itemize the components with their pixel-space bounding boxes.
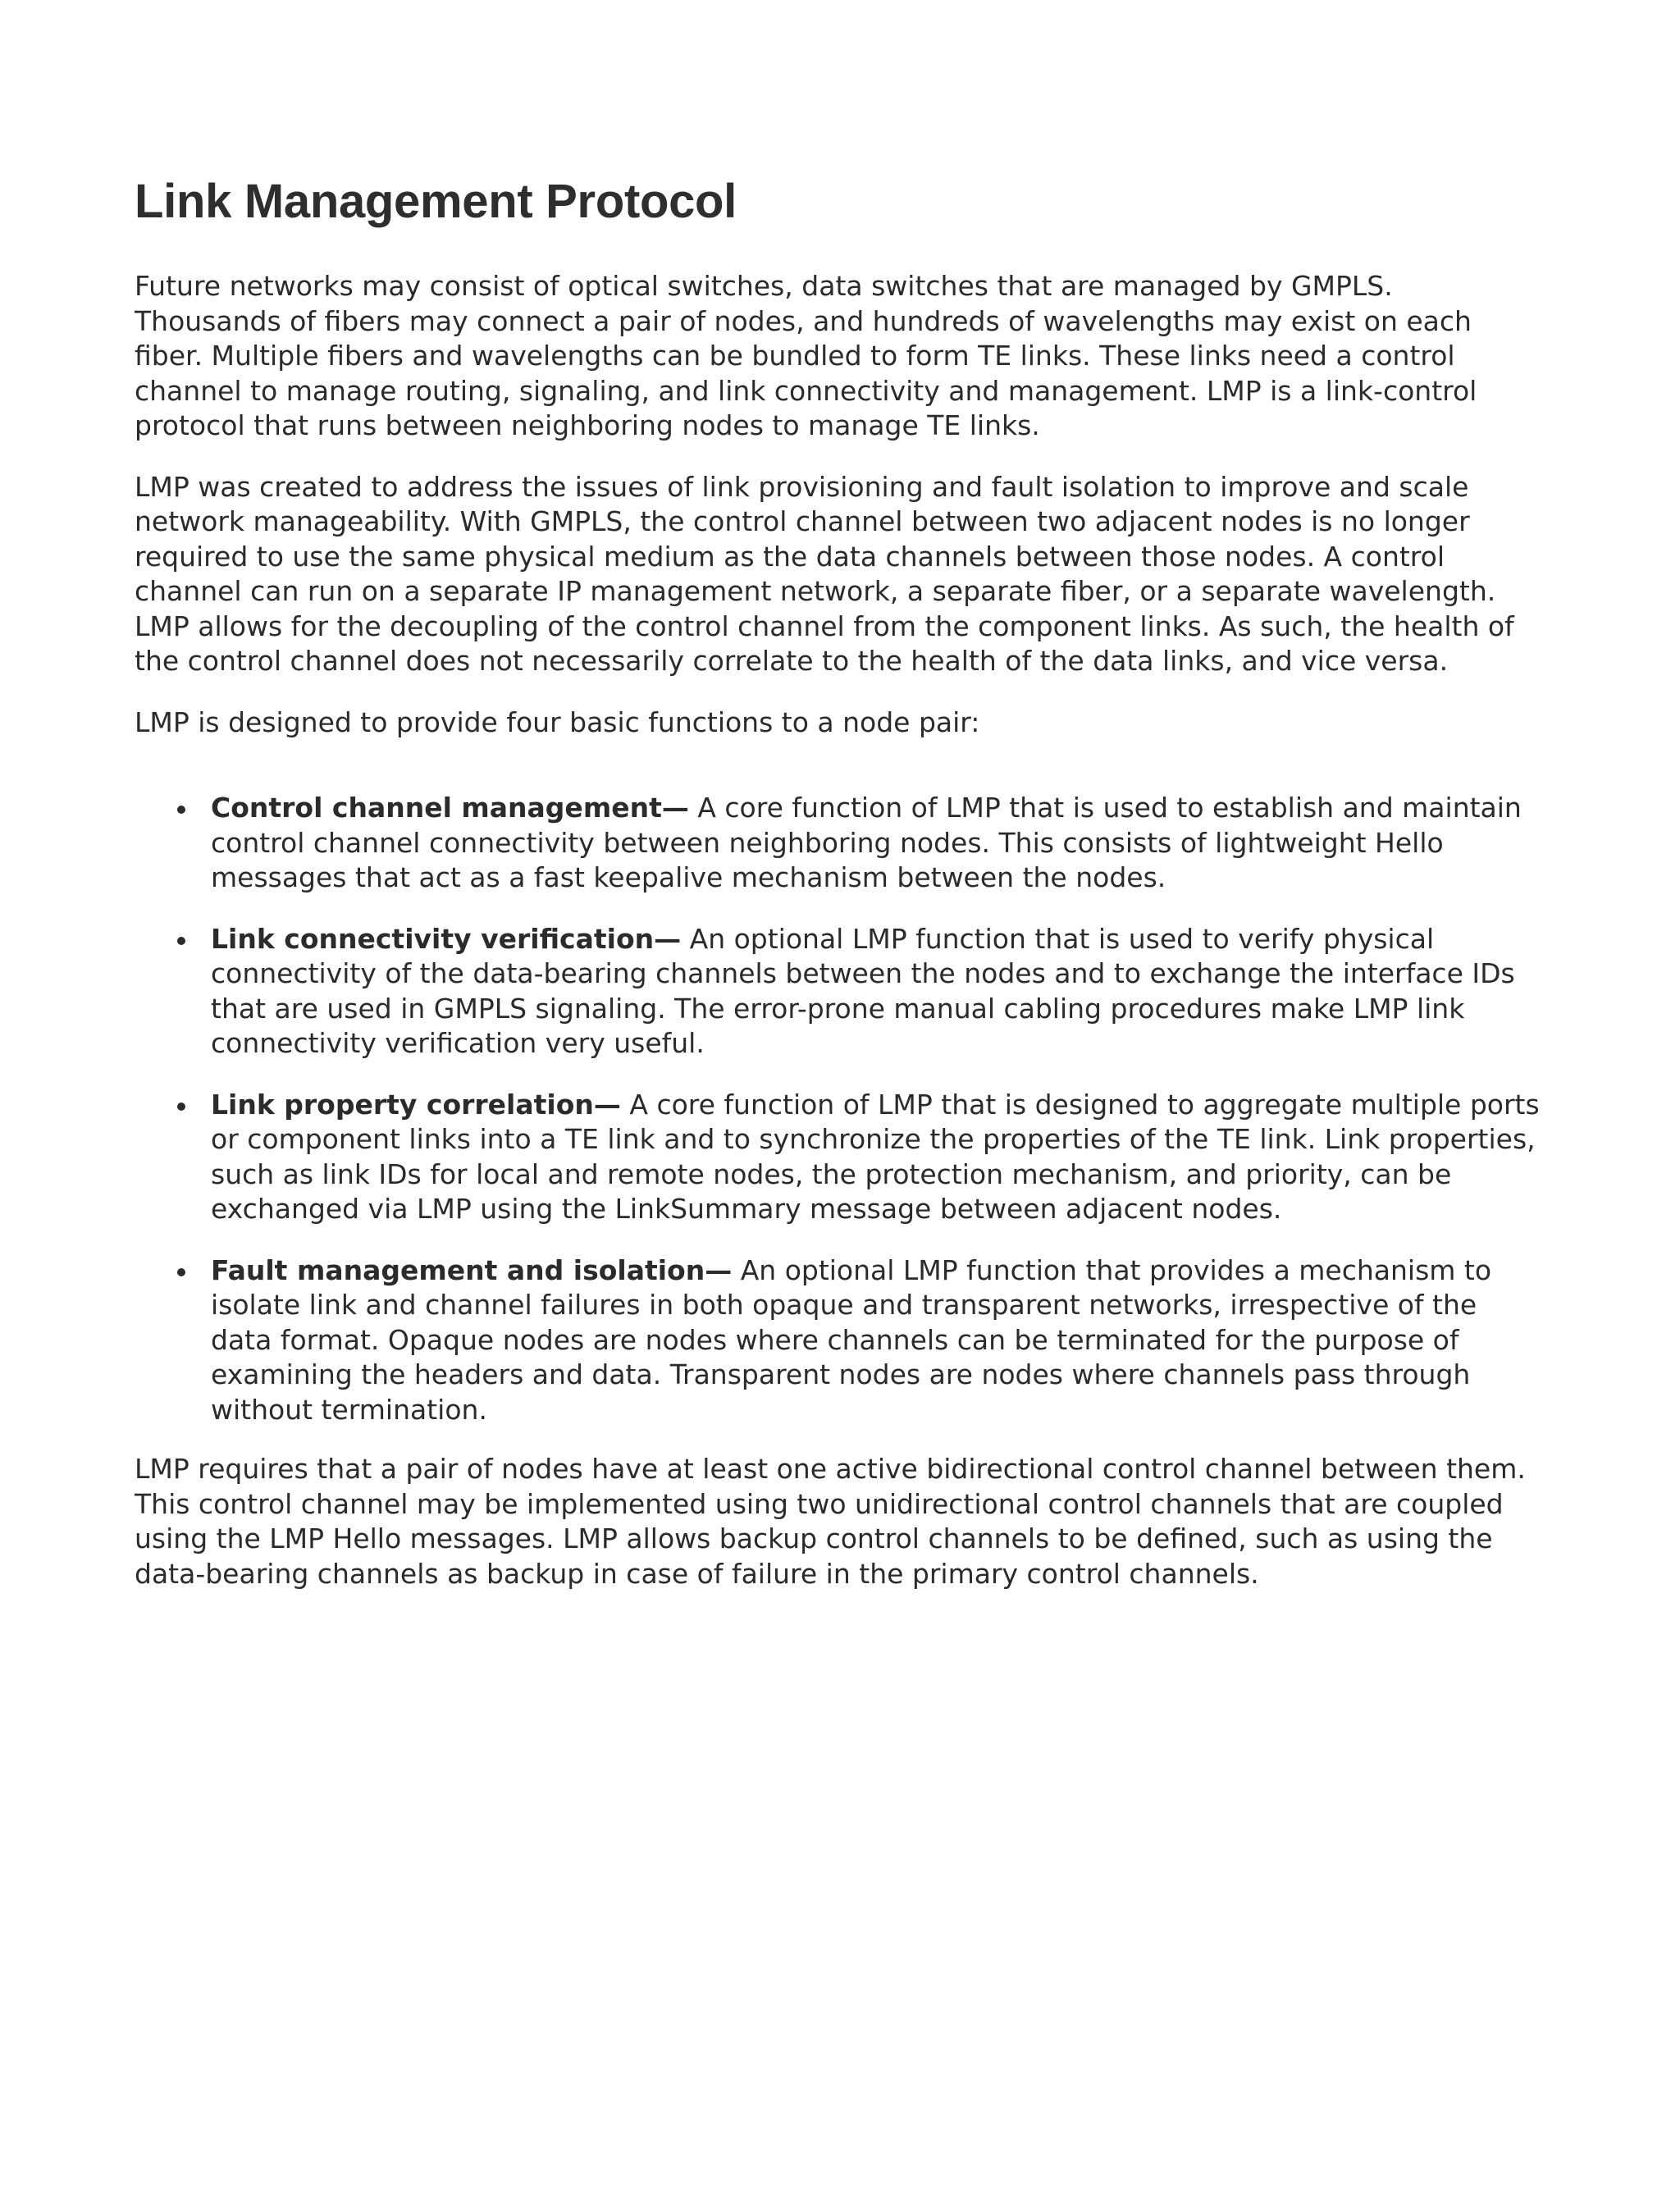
- bullet-icon: [177, 1102, 185, 1111]
- document-page: [135, 172, 1545, 1618]
- bullet-icon: [177, 1268, 185, 1276]
- function-term: Fault management and isolation—: [211, 1253, 733, 1286]
- function-description: An optional LMP function that is used to verify physical connectivity of the data-bearing channels between the nodes and to exchange the interface IDs that are used in GMPLS signaling. The error-prone manual cabling procedures make LMP link connectivity verification very useful.: [211, 922, 1515, 1059]
- function-description: A core function of LMP that is designed to aggregate multiple ports or component links into a TE link and to synchronize the properties of the TE link. Link properties, such as link IDs for local and remote nodes, the protection mechanism, and priority, can be exchanged via LMP using the LinkSummary message between adjacent nodes.: [211, 1088, 1540, 1225]
- purpose-paragraph: LMP was created to address the issues of link provisioning and fault isolation to improve and scale network manageability. With GMPLS, the control channel between two adjacent nodes is no longer required to use the same physical medium as the data channels between those nodes. A control channel can run on a separate IP management network, a separate fiber, or a separate wavelength. LMP allows for the decoupling of the control channel from the component links. As such, the health of the control channel does not necessarily correlate to the health of the data links, and vice versa.: [135, 470, 1514, 677]
- functions-list: [135, 791, 1545, 1427]
- functions-intro-paragraph: LMP is designed to provide four basic functions to a node pair:: [135, 705, 980, 738]
- function-term: Link property correlation—: [211, 1088, 621, 1121]
- list-item: [135, 791, 1545, 896]
- bullet-icon: [177, 937, 185, 945]
- list-item: [135, 1088, 1545, 1227]
- list-item: [135, 1253, 1545, 1428]
- bullet-icon: [177, 806, 185, 814]
- intro-paragraph: Future networks may consist of optical switches, data switches that are managed by GMPLS. Thousands of fibers may connect a pair of nodes, and hundreds of wavelengths may exist on each fiber. Multiple fibers and wavelengths can be bundled to form TE links. These links need a control channel to manage routing, signaling, and link connectivity and management. LMP is a link-control protocol that runs between neighboring nodes to manage TE links.: [135, 270, 1477, 441]
- function-term: Control channel management—: [211, 792, 689, 824]
- requirements-paragraph: LMP requires that a pair of nodes have at least one active bidirectional control channel between them. This control channel may be implemented using two unidirectional control channels that are coupled using the LMP Hello messages. LMP allows backup control channels to be defined, such as using the data-bearing channels as backup in case of failure in the primary control channels.: [135, 1453, 1526, 1590]
- function-description: A core function of LMP that is used to establish and maintain control channel connectivity between neighboring nodes. This consists of lightweight Hello messages that act as a fast keepalive mechanism between the nodes.: [211, 792, 1522, 893]
- page-title: Link Management Protocol: [135, 175, 737, 228]
- list-item: [135, 922, 1545, 1061]
- function-description: An optional LMP function that provides a mechanism to isolate link and channel failures in both opaque and transparent networks, irrespective of the data format. Opaque nodes are nodes where channels can be terminated for the purpose of examining the headers and data. Transparent nodes are nodes where channels pass through without termination.: [211, 1253, 1492, 1426]
- function-term: Link connectivity verification—: [211, 922, 682, 955]
